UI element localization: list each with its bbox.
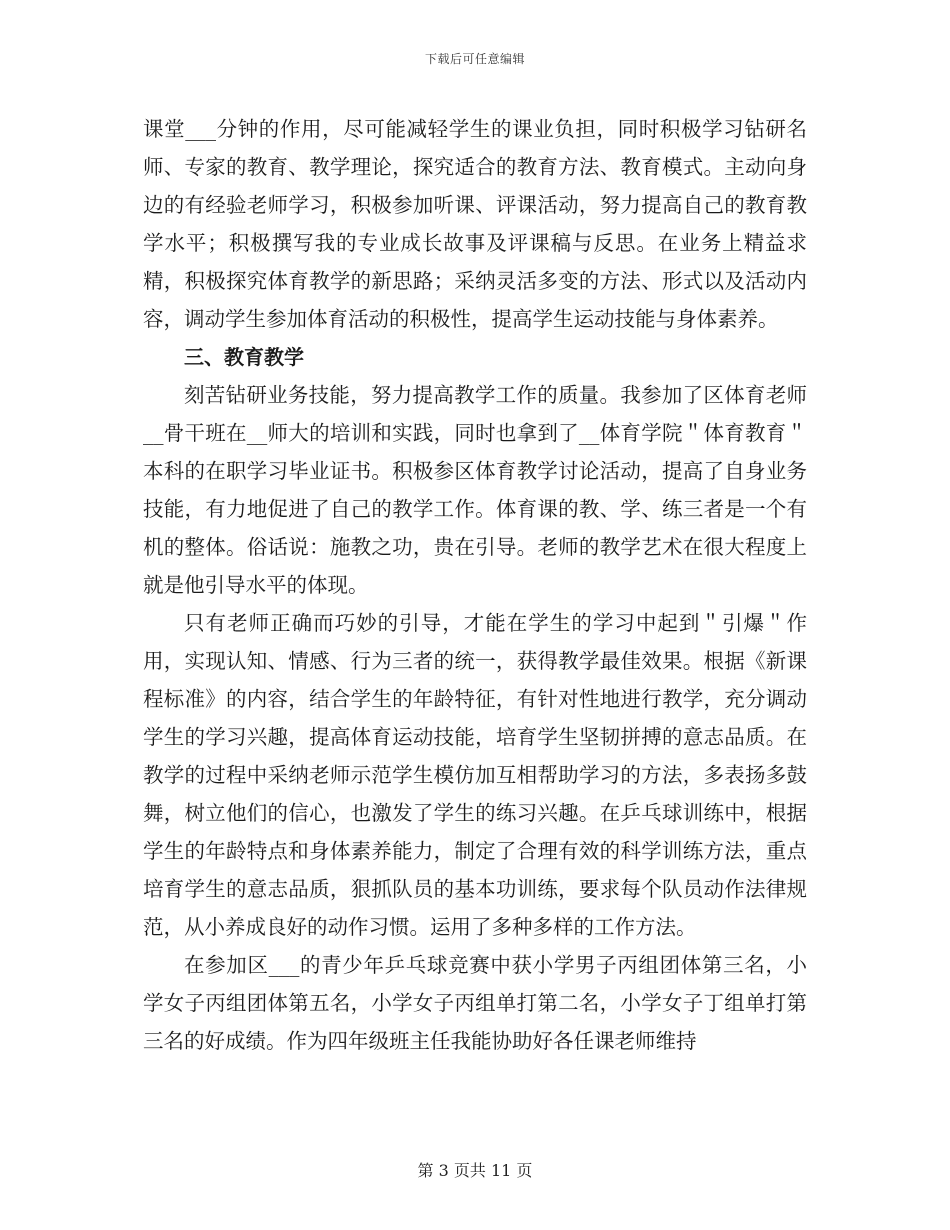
section-heading: 三、教育教学 xyxy=(184,345,304,369)
page-footer: 第 3 页共 11 页 xyxy=(417,1161,533,1180)
paragraph-2: 刻苦钻研业务技能，努力提高教学工作的质量。我参加了区体育老师__骨干班在__师大的培训和实践，同时也拿到了__体育学院＂体育教育＂本科的在职学习毕业证书。积极参区体育教学讨论活动，提高了自身业务技能，有力地促进了自己的教学工作。体育课的教、学、练三者是一个有机的整体。俗话说：施教之功，贵在引导。老师的教学艺术在很大程度上就是他引导水平的体现。 xyxy=(143,383,807,597)
page-header: 下载后可任意编辑 xyxy=(424,52,525,66)
paragraph-1: 课堂___分钟的作用，尽可能减轻学生的课业负担，同时积极学习钻研名师、专家的教育、教学理论，探究适合的教育方法、教育模式。主动向身边的有经验老师学习，积极参加听课、评课活动，努力提高自己的教育教学水平；积极撰写我的专业成长故事及评课稿与反思。在业务上精益求精，积极探究体育教学的新思路；采纳灵活多变的方法、形式以及活动内容，调动学生参加体育活动的积极性，提高学生运动技能与身体素养。 xyxy=(143,117,807,331)
paragraph-4: 在参加区___的青少年乒乓球竞赛中获小学男子丙组团体第三名，小学女子丙组团体第五名，小学女子丙组单打第二名，小学女子丁组单打第三名的好成绩。作为四年级班主任我能协助好各任课老师维持 xyxy=(143,953,807,1053)
document-body xyxy=(143,110,807,1060)
paragraph-3: 只有老师正确而巧妙的引导，才能在学生的学习中起到＂引爆＂作用，实现认知、情感、行为三者的统一，获得教学最佳效果。根据《新课程标准》的内容，结合学生的年龄特征，有针对性地进行教学，充分调动学生的学习兴趣，提高体育运动技能，培育学生坚韧拼搏的意志品质。在教学的过程中采纳老师示范学生模仿加互相帮助学习的方法，多表扬多鼓舞，树立他们的信心，也激发了学生的练习兴趣。在乒乓球训练中，根据学生的年龄特点和身体素养能力，制定了合理有效的科学训练方法，重点培育学生的意志品质，狠抓队员的基本功训练，要求每个队员动作法律规范，从小养成良好的动作习惯。运用了多种多样的工作方法。 xyxy=(143,611,807,939)
